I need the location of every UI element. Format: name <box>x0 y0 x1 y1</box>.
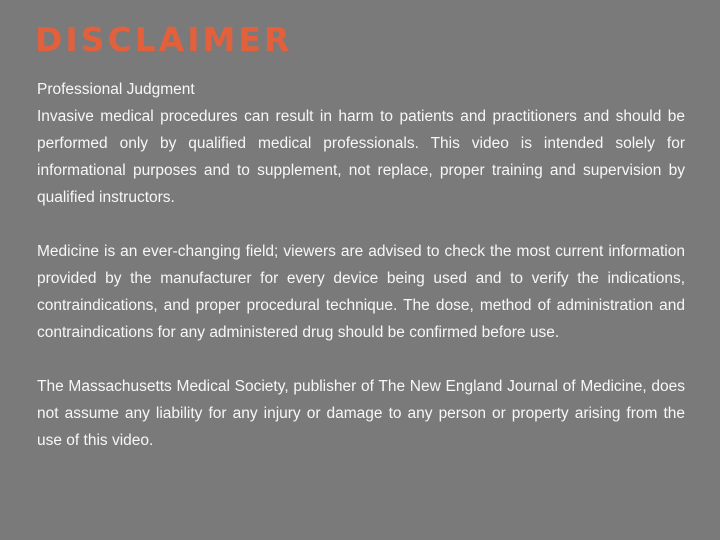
paragraph-liability: The Massachusetts Medical Society, publisher of The New England Journal of Medicine, does not assume any liability for any injury or damage to any person or property arising from the use of this video. <box>37 378 685 449</box>
paragraph-ever-changing-field: Medicine is an ever-changing field; viewers are advised to check the most current information provided by the manufacturer for every device being used and to verify the indications, contraindications, and proper procedural technique. The dose, method of administration and contraindications for any administered drug should be confirmed before use. <box>37 243 685 341</box>
paragraph-professional-judgment: Invasive medical procedures can result in harm to patients and practitioners and should be performed only by qualified medical professionals. This video is intended solely for informational purposes and to supplement, not replace, proper training and supervision by qualified instructors. <box>37 108 685 206</box>
section-heading: Professional Judgment <box>37 81 195 98</box>
slide-title: DISCLAIMER <box>35 20 293 59</box>
disclaimer-body <box>37 76 685 454</box>
